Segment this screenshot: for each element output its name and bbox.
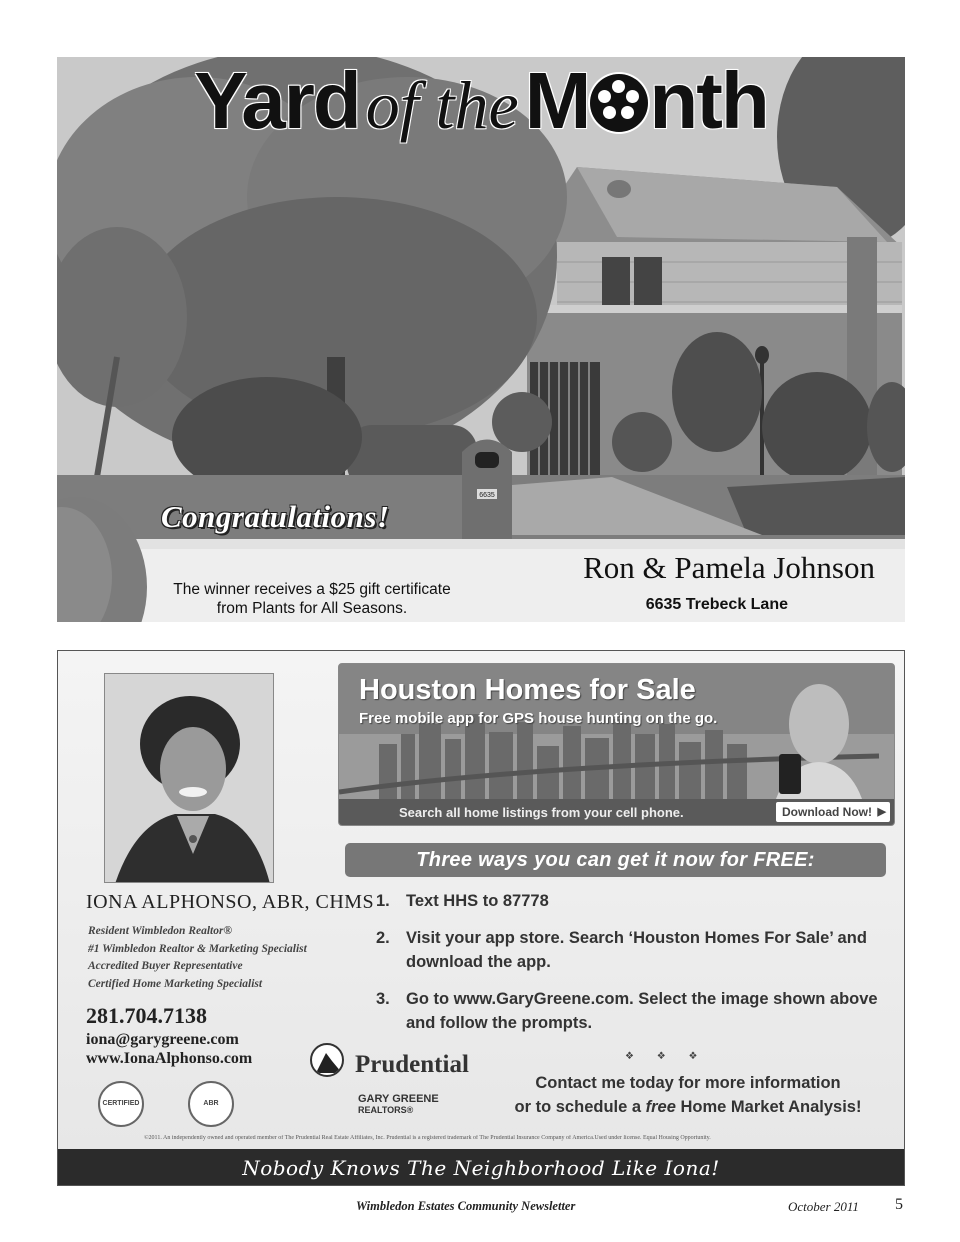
step-number: 2. [376,929,390,947]
house-number-plate: 6635 [479,492,495,499]
step-text: Go to www.GaryGreene.com. Select the image shown above and follow the prompts. [406,990,878,1032]
realtor-advertisement [57,650,905,1186]
agent-phone: 281.704.7138 [86,1003,207,1028]
winner-address: 6635 Trebeck Lane [645,596,788,613]
free-ways-heading: Three ways you can get it now for FREE: [345,843,886,877]
winner-note-line-1: The winner receives a $25 gift certificate [173,581,451,598]
step-number: 3. [376,990,390,1008]
winner-prize-note [147,580,477,618]
agent-portrait [104,673,274,883]
flower-icon [590,74,648,132]
download-now-button[interactable] [776,802,890,822]
agent-title-line: Resident Wimbledon Realtor® [88,925,233,937]
banner-footer [339,799,894,825]
prudential-rock-logo-icon [310,1043,344,1077]
issue-date: October 2011 [788,1199,859,1214]
tagline-bar: Nobody Knows The Neighborhood Like Iona! [58,1149,904,1186]
diamond-divider-icon: ❖ ❖ ❖ [625,1051,708,1062]
banner-search-text: Search all home listings from your cell phone. [399,805,684,820]
title-of-the: of the [365,67,519,143]
agent-titles [88,923,358,993]
prudential-brand: Prudential [355,1051,469,1078]
agent-name: IONA ALPHONSO, ABR, CHMS [86,891,375,913]
step-text: Visit your app store. Search ‘Houston Homes For Sale’ and download the app. [406,929,867,971]
contact-line-2-free: free [645,1098,676,1116]
contact-line-2-post: Home Market Analysis! [675,1098,862,1116]
steps-list [376,889,896,1048]
contact-line-2-pre: or to schedule a [514,1098,646,1116]
agent-email-link[interactable]: iona@garygreene.com [86,1031,239,1048]
winner-names: Ron & Pamela Johnson [583,550,875,585]
congratulations-text: Congratulations! [161,499,390,534]
agent-title-line: #1 Wimbledon Realtor & Marketing Specialist [88,942,307,955]
winner-note-line-2: from Plants for All Seasons. [216,600,408,617]
yard-of-month-title [57,57,905,145]
agent-title-line: Accredited Buyer Representative [88,960,243,972]
yard-of-month-photo [57,57,905,622]
certification-badge-icon: CERTIFIED [98,1081,144,1127]
arrow-right-icon: ▶ [877,806,886,818]
abr-badge-icon: ABR [188,1081,234,1127]
list-item [376,926,896,974]
legal-fineprint: ©2011. An independently owned and operated member of The Prudential Real Estate Affiliates, Inc. Prudential is a registered trademark of The Prudential Insurance Company of America.Used under license. Equal Housing Opportunity. [144,1135,711,1141]
brokerage-name: GARY GREENE [358,1093,439,1105]
page-number: 5 [895,1196,903,1213]
newsletter-title: Wimbledon Estates Community Newsletter [356,1199,576,1213]
title-m: M [524,57,590,145]
banner-title: Houston Homes for Sale [359,674,696,706]
title-yard: Yard [194,57,360,145]
houston-homes-banner [338,663,895,826]
contact-line-2 [468,1095,905,1119]
brokerage-sub: REALTORS® [358,1105,414,1115]
download-now-label: Download Now! [782,805,872,819]
agent-title-line: Certified Home Marketing Specialist [88,977,263,990]
step-number: 1. [376,892,390,910]
list-item [376,889,896,913]
title-nth: nth [649,57,768,145]
agent-website-link[interactable]: www.IonaAlphonso.com [86,1050,253,1067]
contact-call-to-action [468,1071,905,1119]
banner-subtitle: Free mobile app for GPS house hunting on the go. [359,710,718,727]
list-item [376,987,896,1035]
contact-line-1: Contact me today for more information [535,1074,841,1092]
step-text: Text HHS to 87778 [406,892,549,910]
